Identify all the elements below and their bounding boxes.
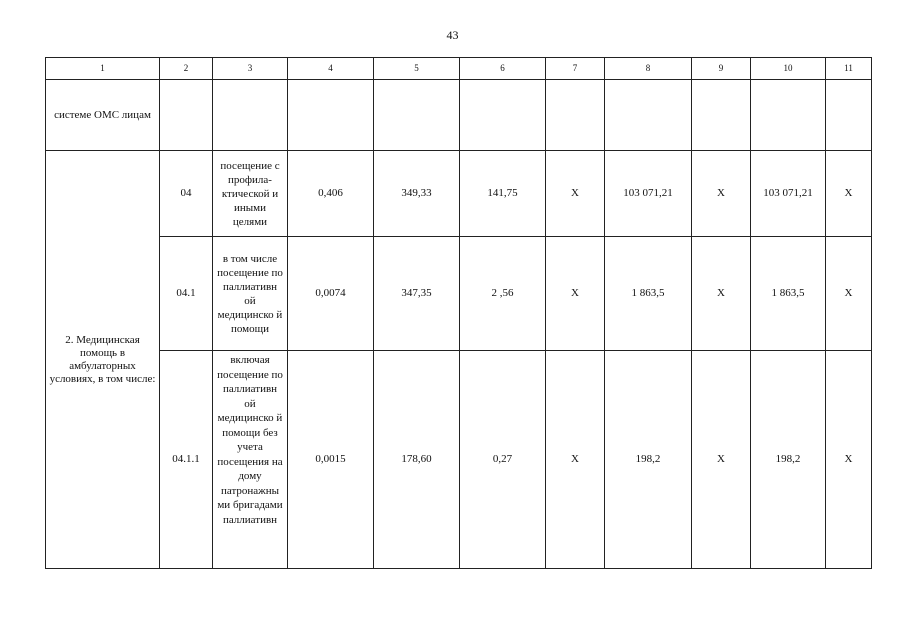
row-palliative-excl-col8: 198,2 (605, 351, 692, 569)
table-cell (374, 80, 460, 151)
row-palliative-col4: 0,0074 (288, 237, 374, 351)
row-palliative-excl-col7: X (546, 351, 605, 569)
row-palliative-excl-col10: 198,2 (751, 351, 826, 569)
row-palliative-excl-col11: X (826, 351, 872, 569)
row-ambulatory-description: посещение с профила-ктической и иными целями (213, 151, 288, 237)
row-ambulatory-col11: X (826, 151, 872, 237)
table-cell (160, 80, 213, 151)
row-palliative-col11: X (826, 237, 872, 351)
table-cell (546, 80, 605, 151)
row-palliative-col6: 2 ,56 (460, 237, 546, 351)
row-palliative-col5: 347,35 (374, 237, 460, 351)
table-cell (751, 80, 826, 151)
column-number-5: 5 (374, 58, 460, 80)
table-row-palliative (46, 237, 872, 351)
column-number-9: 9 (692, 58, 751, 80)
column-number-1: 1 (46, 58, 160, 80)
column-number-7: 7 (546, 58, 605, 80)
row-palliative-col9: X (692, 237, 751, 351)
row-oms-label: системе ОМС лицам (46, 80, 160, 151)
data-table (45, 57, 872, 569)
row-palliative-col7: X (546, 237, 605, 351)
row-palliative-description: в том числе посещение по паллиативн ой медицинско й помощи (213, 237, 288, 351)
row-palliative-code: 04.1 (160, 237, 213, 351)
table-cell (605, 80, 692, 151)
row-ambulatory-col10: 103 071,21 (751, 151, 826, 237)
row-ambulatory-col8: 103 071,21 (605, 151, 692, 237)
column-number-11: 11 (826, 58, 872, 80)
column-number-2: 2 (160, 58, 213, 80)
row-palliative-excl-code: 04.1.1 (160, 351, 213, 569)
table-cell (826, 80, 872, 151)
row-palliative-excl-col9: X (692, 351, 751, 569)
column-number-8: 8 (605, 58, 692, 80)
table-cell (288, 80, 374, 151)
row-palliative-col10: 1 863,5 (751, 237, 826, 351)
row-ambulatory-col7: X (546, 151, 605, 237)
row-palliative-excl-col6: 0,27 (460, 351, 546, 569)
table-cell (692, 80, 751, 151)
row-ambulatory-col6: 141,75 (460, 151, 546, 237)
column-number-6: 6 (460, 58, 546, 80)
table-cell (460, 80, 546, 151)
row-ambulatory-col9: X (692, 151, 751, 237)
table-row-ambulatory (46, 151, 872, 237)
column-number-4: 4 (288, 58, 374, 80)
row-palliative-col8: 1 863,5 (605, 237, 692, 351)
column-number-10: 10 (751, 58, 826, 80)
row-palliative-excl-col4: 0,0015 (288, 351, 374, 569)
table-row-oms (46, 80, 872, 151)
table-cell (213, 80, 288, 151)
row-ambulatory-label: 2. Медицинская помощь в амбулаторных условиях, в том числе: (46, 151, 160, 569)
table-row-palliative-excluding-home (46, 351, 872, 569)
row-ambulatory-col5: 349,33 (374, 151, 460, 237)
column-number-row (46, 58, 872, 80)
page-number: 43 (446, 28, 459, 42)
row-palliative-excl-col5: 178,60 (374, 351, 460, 569)
row-ambulatory-col4: 0,406 (288, 151, 374, 237)
column-number-3: 3 (213, 58, 288, 80)
row-ambulatory-code: 04 (160, 151, 213, 237)
row-palliative-excl-description: включая посещение по паллиативн ой медицинско й помощи без учета посещения на дому патронажны ми бригадами паллиативн (213, 351, 288, 569)
